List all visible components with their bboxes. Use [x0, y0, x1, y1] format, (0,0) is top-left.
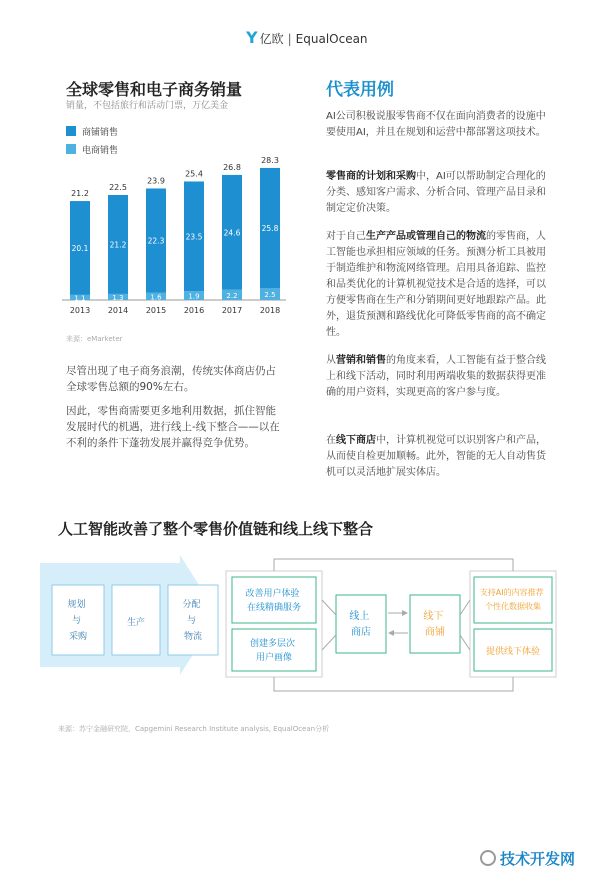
chain-text-planning: 规划 与 采购	[67, 600, 88, 642]
logo-separator: |	[287, 32, 292, 46]
box-offline-store	[410, 595, 460, 653]
label-ecommerce-2018: 2.5	[264, 291, 276, 300]
left-paragraph-1: 尽管出现了电子商务浪潮，传统实体商店仍占全球零售总额的90%左右。	[66, 365, 276, 393]
label-ecommerce-2013: 1.1	[74, 294, 86, 303]
logo-cn: 亿欧	[259, 32, 284, 46]
marketing-text: 的角度来看，人工智能有益于整合线上和线下活动，同时利用两端收集的数据获得更准确的用户资料，实现更高的客户参与度。	[326, 355, 546, 398]
connector-right-top	[460, 600, 470, 615]
arrowhead-left-icon	[388, 630, 394, 636]
text-improve-experience: 改善用户体验 在线精确服务	[245, 589, 302, 613]
examples-paragraph-offline	[326, 433, 548, 481]
marketing-pre: 从	[326, 355, 336, 366]
text-online-store: 线上 商店	[349, 611, 371, 638]
label-store-2013: 20.1	[71, 243, 89, 253]
connector-left-top	[322, 600, 336, 615]
chain-text-logistics: 分配 与 物流	[182, 600, 203, 642]
tick-label-2015: 2015	[145, 306, 167, 315]
loop-top	[274, 559, 513, 571]
offline-text: 中，计算机视觉可以识别客户和产品，从而使自检更加顺畅。此外，智能的无人自动售货机可以灵活地扩展实体店。	[326, 435, 546, 478]
wechat-icon	[480, 850, 496, 866]
connector-left-bottom	[322, 635, 336, 650]
brand-logo	[246, 28, 368, 47]
value-chain-title: 人工智能改善了整个零售价值链和线上线下整合	[58, 520, 374, 538]
text-offline-experience: 提供线下体验	[485, 647, 541, 657]
legend-swatch-2	[66, 144, 76, 154]
label-ecommerce-2015: 1.6	[150, 293, 162, 302]
production-bold: 生产产品或管理自己的物流	[366, 231, 486, 242]
text-offline-store: 线下 商铺	[423, 611, 445, 638]
tick-label-2017: 2017	[221, 306, 243, 315]
box-ai-content	[474, 577, 552, 623]
chart-subtitle: 销量，不包括旅行和活动门票，万亿美金	[66, 101, 229, 111]
planning-bold: 零售商的计划和采购	[326, 171, 416, 182]
logo-mark-icon: Y	[246, 28, 258, 47]
label-ecommerce-2014: 1.3	[112, 293, 124, 302]
tick-label-2016: 2016	[183, 306, 205, 315]
examples-paragraph-production	[326, 229, 548, 341]
legend-swatch-1	[66, 126, 76, 136]
production-pre: 对于自己	[326, 231, 366, 242]
connector-right-bottom	[460, 635, 470, 650]
left-paragraph-2: 因此，零售商需要更多地利用数据，抓住智能发展时代的机遇，进行线上-线下整合——以在不利的条件下蓬勃发展并赢得竞争优势。	[66, 405, 280, 449]
label-total-2016: 25.4	[185, 169, 203, 179]
box-user-portrait	[232, 629, 316, 671]
label-store-2016: 23.5	[185, 232, 203, 242]
text-ai-content: 支持AI的内容推荐 个性化数据收集	[479, 588, 544, 611]
label-total-2013: 21.2	[71, 189, 89, 199]
tick-label-2018: 2018	[259, 306, 281, 315]
label-store-2018: 25.8	[261, 224, 279, 234]
label-total-2018: 28.3	[261, 155, 279, 165]
chain-text-production: 生产	[126, 618, 146, 628]
offline-pre: 在	[326, 435, 336, 446]
offline-bold: 线下商店	[336, 435, 376, 446]
watermark	[480, 848, 575, 869]
label-store-2014: 21.2	[109, 240, 127, 250]
tick-label-2014: 2014	[107, 306, 129, 315]
diagram-source: 来源：苏宁金融研究院，Capgemini Research Institute analysis, EqualOcean分析	[58, 725, 330, 733]
loop-bottom	[274, 677, 513, 691]
planning-text: 中，AI可以帮助制定合理化的分类、感知客户需求、分析合同、管理产品目录和制定定价决策。	[326, 171, 546, 214]
production-text: 的零售商，人工智能也承担相应领域的任务。预测分析工具被用于制造维护和物流网络管理。启用具备追踪、监控和品类优化的计算机视觉技术是合适的选择，可以方便零售商在生产和分销期间更好地跟踪产品。此外，退货预测和路线优化可降低零售商的高不确定性。	[326, 231, 546, 338]
label-total-2015: 23.9	[147, 176, 165, 186]
examples-title: 代表用例	[326, 80, 394, 100]
examples-paragraph-planning	[326, 169, 548, 217]
watermark-text: 技术开发网	[500, 850, 576, 868]
box-improve-experience	[232, 577, 316, 623]
value-chain-diagram	[40, 555, 560, 705]
retail-sales-bar-chart	[60, 118, 290, 330]
label-total-2014: 22.5	[109, 183, 127, 192]
label-ecommerce-2016: 1.9	[188, 292, 200, 301]
examples-intro: AI公司积极说服零售商不仅在面向消费者的设施中要使用AI，并且在规划和运营中都部署这项技术。	[326, 111, 546, 138]
box-online-store	[336, 595, 386, 653]
chart-title: 全球零售和电子商务销量	[66, 80, 243, 99]
legend-label-1: 商铺销售	[82, 128, 119, 138]
label-store-2017: 24.6	[223, 228, 241, 238]
arrowhead-right-icon	[402, 610, 408, 616]
text-user-portrait: 创建多层次 用户画像	[250, 639, 296, 663]
label-store-2015: 22.3	[147, 236, 165, 246]
examples-paragraph-marketing	[326, 353, 548, 401]
label-ecommerce-2017: 2.2	[226, 291, 238, 300]
marketing-bold: 营销和销售	[336, 355, 386, 366]
tick-label-2013: 2013	[69, 306, 91, 315]
label-total-2017: 26.8	[223, 162, 241, 172]
logo-en: EqualOcean	[295, 32, 368, 46]
legend-label-2: 电商销售	[82, 146, 119, 156]
chart-source: 来源：eMarketer	[66, 335, 123, 343]
